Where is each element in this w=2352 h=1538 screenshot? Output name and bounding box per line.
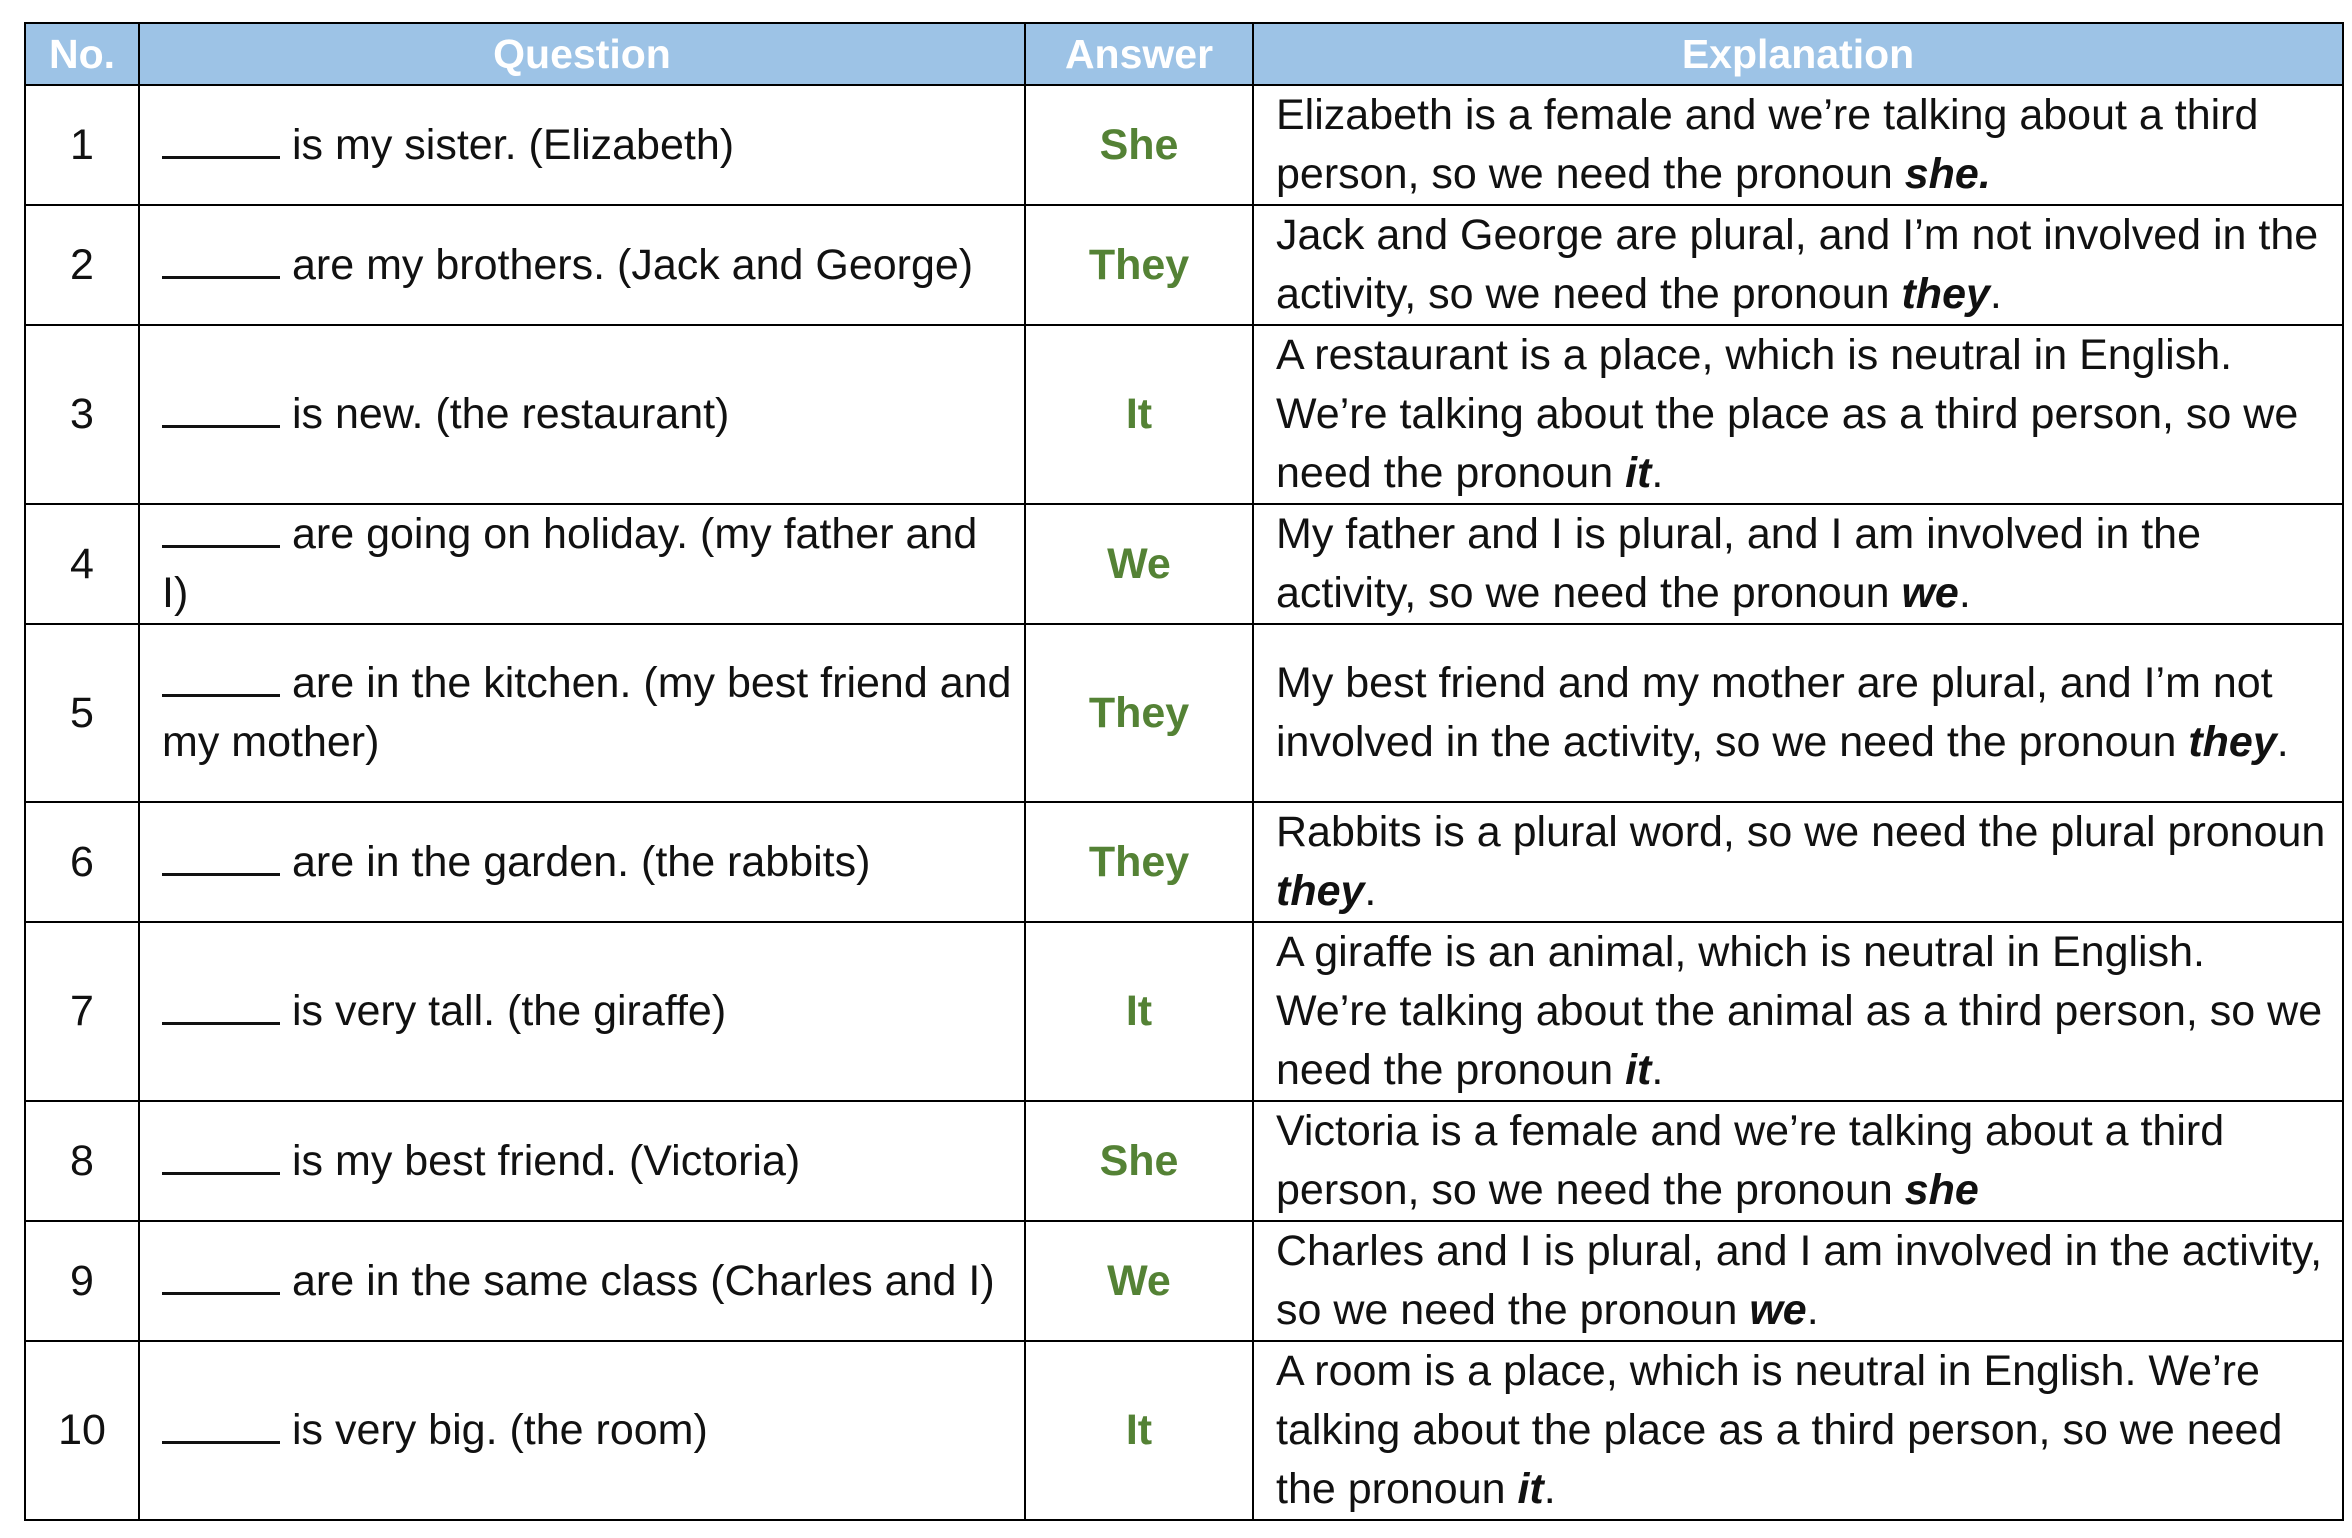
explanation-tail: . (2276, 718, 2289, 766)
explanation-text: Jack and George are plural, and I’m not involved in the activity, so we need the pronoun (1276, 211, 2319, 318)
answer-blank (162, 837, 280, 876)
explanation-cell (1253, 1101, 2343, 1221)
row-number: 1 (25, 85, 139, 205)
question-text: are in the garden. (the rabbits) (292, 837, 871, 886)
explanation-text: A restaurant is a place, which is neutral in English. We’re talking about the place as a third person, so we need the pronoun (1276, 331, 2299, 497)
table-row (25, 802, 2343, 922)
question-text: is new. (the restaurant) (292, 390, 730, 438)
answer-table-container (24, 22, 2342, 1521)
explanation-cell (1253, 85, 2343, 205)
explanation-text: Victoria is a female and we’re talking about a third person, so we need the pronoun (1276, 1107, 2225, 1214)
explanation-text: Elizabeth is a female and we’re talking about a third person, so we need the pronoun (1276, 91, 2259, 198)
answer-blank (162, 1136, 280, 1175)
question-text: is my sister. (Elizabeth) (292, 120, 735, 169)
header-question: Question (139, 23, 1025, 85)
pronoun-emphasis: we (1901, 569, 1959, 617)
answer-cell: She (1025, 1101, 1253, 1221)
header-no: No. (25, 23, 139, 85)
row-number: 5 (25, 624, 139, 802)
answer-blank (162, 389, 280, 428)
pronoun-emphasis: they (2188, 718, 2277, 766)
explanation-text: Rabbits is a plural word, so we need the plural pronoun (1276, 808, 2326, 856)
explanation-cell (1253, 624, 2343, 802)
answer-blank (162, 120, 280, 159)
explanation-cell (1253, 325, 2343, 504)
header-answer: Answer (1025, 23, 1253, 85)
answer-blank (162, 1256, 280, 1295)
question-text: are in the kitchen. (my best friend and my mother) (162, 659, 1012, 766)
explanation-cell (1253, 802, 2343, 922)
answer-cell: It (1025, 325, 1253, 504)
row-number: 4 (25, 504, 139, 624)
explanation-cell (1253, 1341, 2343, 1520)
answer-cell: They (1025, 624, 1253, 802)
question-cell (139, 1341, 1025, 1520)
header-row (25, 23, 2343, 85)
explanation-cell (1253, 504, 2343, 624)
question-cell (139, 802, 1025, 922)
explanation-text: My father and I is plural, and I am involved in the activity, so we need the pronoun (1276, 510, 2201, 617)
answer-blank (162, 1405, 280, 1444)
pronoun-emphasis: she (1904, 1166, 1979, 1214)
explanation-tail: . (1806, 1286, 1819, 1334)
pronoun-emphasis: it (1625, 449, 1652, 497)
pronoun-emphasis: it (1625, 1046, 1652, 1094)
answer-cell: We (1025, 1221, 1253, 1341)
answer-cell: They (1025, 205, 1253, 325)
explanation-cell (1253, 922, 2343, 1101)
table-row (25, 922, 2343, 1101)
explanation-tail: . (1651, 1046, 1664, 1094)
explanation-cell (1253, 1221, 2343, 1341)
explanation-tail: . (1364, 867, 1377, 915)
question-cell (139, 504, 1025, 624)
table-row (25, 504, 2343, 624)
row-number: 10 (25, 1341, 139, 1520)
table-row (25, 1341, 2343, 1520)
answer-cell: We (1025, 504, 1253, 624)
question-text: are going on holiday. (my father and I) (162, 510, 978, 617)
answer-cell: It (1025, 1341, 1253, 1520)
question-text: are in the same class (Charles and I) (292, 1256, 995, 1305)
question-text: are my brothers. (Jack and George) (292, 240, 974, 289)
question-cell (139, 624, 1025, 802)
row-number: 2 (25, 205, 139, 325)
explanation-tail: . (1543, 1465, 1556, 1513)
answer-blank (162, 986, 280, 1025)
explanation-text: My best friend and my mother are plural, and I’m not involved in the activity, so we need the pronoun (1276, 659, 2273, 766)
table-row (25, 624, 2343, 802)
explanation-text: A giraffe is an animal, which is neutral in English. We’re talking about the animal as a third person, so we need the pronoun (1276, 928, 2323, 1094)
question-cell (139, 1101, 1025, 1221)
question-text: is my best friend. (Victoria) (292, 1136, 801, 1185)
pronoun-emphasis: she. (1904, 150, 1991, 198)
question-cell (139, 205, 1025, 325)
pronoun-emphasis: they (1276, 867, 1365, 915)
pronoun-emphasis: it (1517, 1465, 1544, 1513)
explanation-text: A room is a place, which is neutral in English. We’re talking about the place as a third person, so we need the pronoun (1276, 1347, 2283, 1513)
table-row (25, 85, 2343, 205)
answer-cell: She (1025, 85, 1253, 205)
header-explanation: Explanation (1253, 23, 2343, 85)
explanation-cell (1253, 205, 2343, 325)
table-row (25, 325, 2343, 504)
explanation-tail: . (1989, 270, 2002, 318)
row-number: 9 (25, 1221, 139, 1341)
table-row (25, 1221, 2343, 1341)
pronoun-emphasis: we (1749, 1286, 1807, 1334)
table-row (25, 205, 2343, 325)
pronoun-emphasis: they (1901, 270, 1990, 318)
answer-table (24, 22, 2344, 1521)
answer-blank (162, 509, 280, 548)
explanation-text: Charles and I is plural, and I am involved in the activity, so we need the pronoun (1276, 1227, 2323, 1334)
table-row (25, 1101, 2343, 1221)
answer-cell: They (1025, 802, 1253, 922)
question-text: is very big. (the room) (292, 1406, 708, 1454)
answer-blank (162, 240, 280, 279)
explanation-tail: . (1651, 449, 1664, 497)
question-cell (139, 85, 1025, 205)
row-number: 8 (25, 1101, 139, 1221)
answer-cell: It (1025, 922, 1253, 1101)
question-cell (139, 325, 1025, 504)
row-number: 7 (25, 922, 139, 1101)
question-cell (139, 922, 1025, 1101)
answer-blank (162, 658, 280, 697)
explanation-tail: . (1958, 569, 1971, 617)
question-cell (139, 1221, 1025, 1341)
row-number: 3 (25, 325, 139, 504)
question-text: is very tall. (the giraffe) (292, 987, 727, 1035)
row-number: 6 (25, 802, 139, 922)
